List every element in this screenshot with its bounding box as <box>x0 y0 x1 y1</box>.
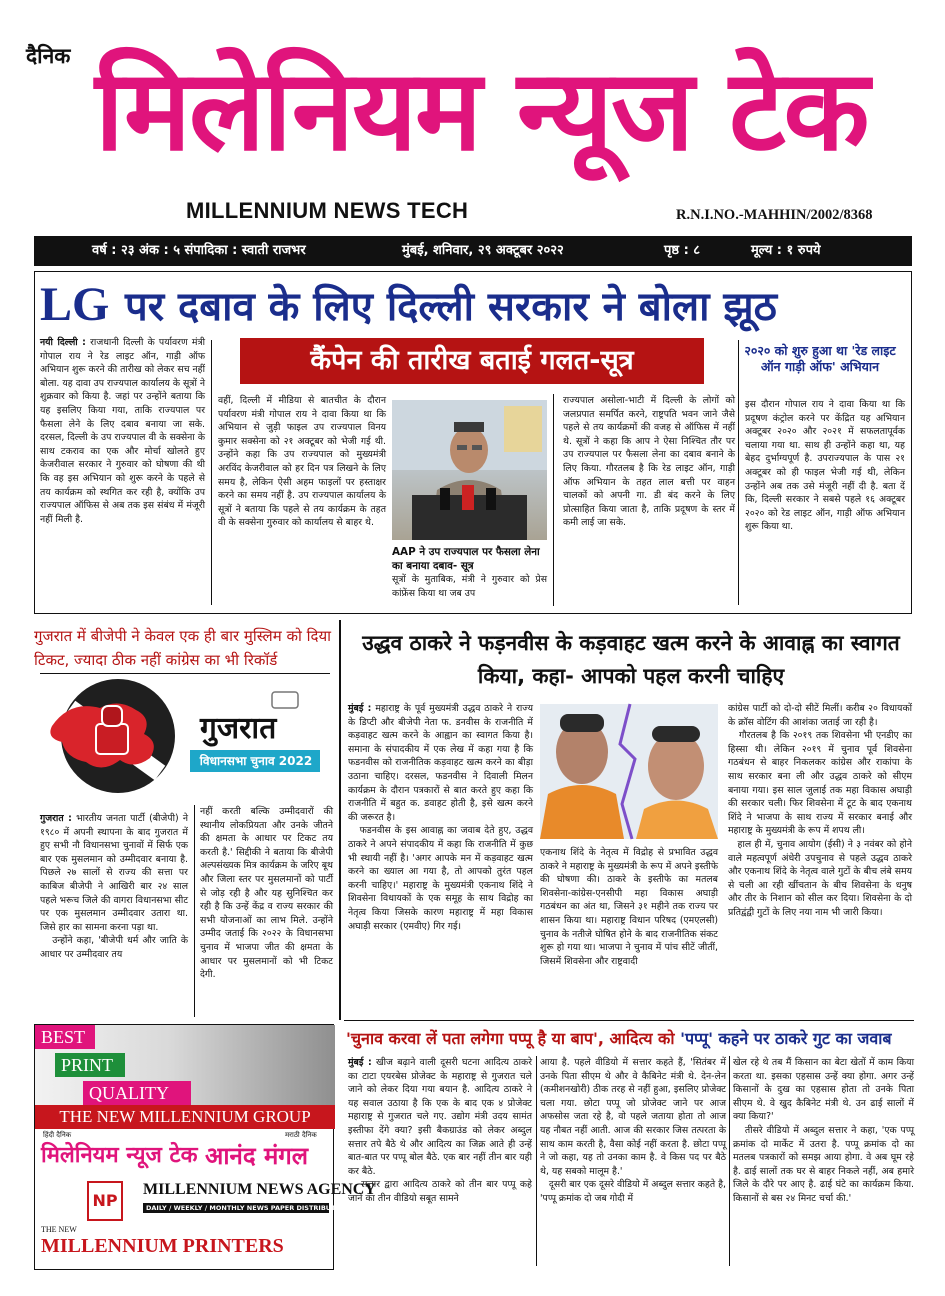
uddhav-column-3-text: कांग्रेस पार्टी को दो-दो सीटें मिलीं। करीब २० विधायकों के क्रॉस वोटिंग की आशंका जताई जा रही है। <box>728 703 912 728</box>
masthead-daily-label: दैनिक <box>26 44 71 68</box>
masthead-title-english: MILLENNIUM NEWS TECH <box>186 198 469 223</box>
uddhav-column-1-text: महाराष्ट्र के पूर्व मुख्यमंत्री उद्धव ठाकरे ने राज्य के डिप्टी और बीजेपी नेता फ. डनवीस के राजनीति में कड़वाहट खत्म करने के आह्वान का स्वागत किया है। समाना के संपादकीय में एक लेख में कहा गया है कि फडनवीस को राजनीतिक कड़वाहट खत्म करने का बीड़ा उठाना चाहिए। दरसल, फडनवीस ने दिवाली मिलन कार्यक्रम के दौरान पत्रकारों से बात करते हुए कहा कि राजनीति में बहुत क. डवाहट होती है, इसे खत्म करने की जरूरत है। <box>348 703 533 823</box>
aaditya-headline <box>346 1026 914 1052</box>
gujarat-headline: गुजरात में बीजेपी ने केवल एक ही बार मुस्लिम को दिया टिकट, ज्यादा ठीक नहीं कांग्रेस का भी रिकॉर्ड <box>34 627 332 669</box>
aaditya-column-1-continued: सत्तार द्वारा आदित्य ठाकरे को तीन बार पप्पू कहे जाने का तीन वीडियो सबूत सामने <box>348 1179 532 1204</box>
lead-dateline-place: नयी दिल्ली : <box>40 337 86 348</box>
kejriwal-press-photo <box>392 400 547 540</box>
uddhav-fadnavis-photo <box>540 704 718 839</box>
sidebar-headline: २०२० को शुरु हुआ था 'रेड लाइट ऑन गाड़ी ऑफ' अभियान <box>744 343 896 374</box>
uddhav-column-3-continued: गौरतलब है कि २०१९ तक शिवसेना भी एनडीए का हिस्सा थी। लेकिन २०१९ में चुनाव पूर्व शिवसेना गठबंधन से बाहर निकलकर कांग्रेस और राकांपा के साथ सरकार बना ली और उद्धव ठाकरे को सीएम बनाया गया। इस साल जुलाई तक महा विकास अघाड़ी की सरकार चली। फिर शिवसेना में टूट के बाद एकनाथ शिंदे ने भाजपा के साथ राज्य में सरकार बनाई और महाराष्ट्र के मुख्यमंत्री के रूप में शपथ ली। <box>728 730 912 837</box>
uddhav-headline: उद्धव ठाकरे ने फड़नवीस के कड़वाहट खत्म करने के आवाह्न का स्वागत किया, कहा- आपको पहल करनी चाहिए <box>362 631 900 688</box>
gujarat-dateline-place: गुजरात : <box>40 813 72 824</box>
uddhav-column-1 <box>348 702 533 1017</box>
ad-marathi-daily-label: मराठी दैनिक <box>285 1131 317 1139</box>
ad-best-label: BEST <box>35 1025 95 1049</box>
lead-column-2: वहीं, दिल्ली में मीडिया से बातचीत के दौरान पर्यावरण मंत्री गोपाल राय ने दावा किया था कि अभियान से जुड़ी फाइल उप राज्यपाल विनय कुमार सक्सेना को २१ अक्टूबर को भेजी गई थी. उन्होंने कहा कि उप राज्यपाल को मुख्यमंत्री अरविंद केजरीवाल को हर दिन पत्र लिखने के लिए समय है, लेकिन ऐसी अहम फाइलों पर हस्ताक्षर करने का समय नहीं है. उप राज्यपाल कार्यालय के सूत्रों ने बताया कि पहले से तय कार्यक्रम के तहत वी के सक्सेना गुरुवार को कार्यालय से बाहर थे. <box>218 395 386 529</box>
column-rule <box>536 1056 537 1266</box>
leaders-image <box>540 704 718 839</box>
lead-headline-prefix: LG <box>40 278 110 331</box>
photo-caption: AAP ने उप राज्यपाल पर फैसला लेना का बनाया दबाव- सूत्र <box>392 546 540 572</box>
volume-editor: वर्ष : २३ अंक : ५ संपादिका : स्वाती राजभर <box>92 243 306 258</box>
gujarat-column-1-text: भारतीय जनता पार्टी (बीजेपी) ने १९८० में अपनी स्थापना के बाद गुजरात में हुए सभी नौ विधानसभा चुनावों में सिर्फ एक बार एक मुसलमान को उम्मीदवार बनाया है. पिछले २७ सालों से राज्य की सत्ता पर काबिज बीजेपी ने आखिरी बार २४ साल पहले भरूच जिले की वागरा विधानसभा सीट पर एक मुसलमान उम्मीदवार उतारा था. जिसे हार का सामना करना पड़ा था. <box>40 813 188 933</box>
ad-hindi-daily-label: हिंदी दैनिक <box>43 1131 72 1139</box>
lead-headline <box>40 278 906 334</box>
ad-quality-label: QUALITY <box>83 1081 191 1105</box>
gujarat-column-1-continued: उन्होंने कहा, 'बीजेपी धर्म और जाति के आधार पर उम्मीदवार तय <box>40 935 189 960</box>
ad-group-name: THE NEW MILLENNIUM GROUP <box>35 1105 335 1129</box>
aaditya-column-2 <box>540 1056 726 1270</box>
gujarat-election-banner <box>40 678 330 795</box>
gujarat-map-graphic <box>40 678 330 795</box>
price: मूल्य : १ रुपये <box>751 243 821 258</box>
page-count: पृष्ठ : ८ <box>664 243 701 258</box>
uddhav-column-1-continued: फडनवीस के इस आवाह्न का जवाब देते हुए, उद्धव ठाकरे ने अपने संपादकीय में कहा कि राजनीति में कुछ भी स्थायी नहीं है। 'अगर आपके मन में कड़वाहट खत्म करने का ख्याल आ गया है, तो आपको तुरंत पहल करनी चाहिए।' महाराष्ट्र के मुख्यमंत्री एकनाथ शिंदे ने शिवसेना विधायकों के एक समूह के साथ विद्रोह का नेतृत्व किया जिसके कारण महाराष्ट्र में महा विकास अघाड़ी सरकार (एमवीए) गिर गई। <box>348 825 533 932</box>
aaditya-column-1-text: खीज बढ़ाने वाली दूसरी घटना आदित्य ठाकरे का टाटा एयरबेस प्रोजेक्ट के महाराष्ट्र से गुजरात चले जाने को लेकर दिया गया बयान है. आदित्य ठाकरे ने यह सवाल उठाया है कि एक के बाद एक ४ प्रोजेक्ट महाराष्ट्र से गुजरात चले गए. उद्योग मंत्री उदय सामंत इस्तीफा देंगे क्या? इसी बैकग्राउंड को लेकर अब्दुल सत्तार तपे बैठे थे और आदित्य का जिक्र आते ही उन्हें बात-बात पर पप्पू बोल बैठे. एक बार नहीं तीन बार यही कर बैठे. <box>348 1057 533 1177</box>
ad-printers-name: MILLENNIUM PRINTERS <box>41 1235 284 1257</box>
ad-paper-2: आनंद मंगल <box>205 1142 309 1170</box>
dateline: मुंबई, शनिवार, २९ अक्टूबर २०२२ <box>402 243 564 258</box>
lead-column-1-text: राजधानी दिल्ली के पर्यावरण मंत्री गोपाल राय ने रेड लाइट ऑन, गाड़ी ऑफ अभियान शुरू करने की तारीख को लेकर सच नहीं बोला. यह दावा उप राज्यपाल कार्यालय के सूत्रों ने शुक्रवार को किया है. जहां पर उन्होंने बताया कि यह इसलिए किया गया, ताकि राज्यपाल पर फैसला लेने के लिए दबाव बनाया जा सके. दरसल, दिल्ली के उप राज्यपाल वी के सक्सेना के साथ टकराव का एक और मोर्चा खोलते हुए केजरीवाल सरकार ने गुरुवार को घोषणा की थी कि वह इस अभियान को शुरू करने के पहले से तय कार्यक्रम को स्थगित कर रही है, क्योंकि उप राज्यपाल ऑफिस से अब तक इस संबंध में मंजूरी नहीं मिली है. <box>40 337 205 525</box>
section-rule <box>40 673 330 674</box>
aaditya-column-1 <box>348 1056 532 1270</box>
column-rule <box>553 394 554 606</box>
section-rule <box>344 1020 914 1021</box>
press-conference-image <box>392 400 547 540</box>
ad-agency-subtitle: DAILY / WEEKLY / MONTHLY NEWS PAPER DISTRIBUTOR <box>143 1203 329 1213</box>
column-rule <box>729 1056 730 1266</box>
aaditya-headline-part-2: 'पप्पू' कहने पर ठाकरे गुट का जवाब <box>680 1029 892 1048</box>
aaditya-column-3 <box>733 1056 914 1270</box>
aaditya-column-3-text: खेल रहे थे तब मैं किसान का बेटा खेतों में काम किया करता था. इसका एहसास उन्हें क्या होगा. अगर उन्हें किसानों के दुख का एहसास होता तो उनके पिता सीएम थे. वे खुद कैबिनेट मंत्री थे. उन ढाई सालों में क्या किया?' <box>733 1057 914 1123</box>
banner-title: गुजरात <box>200 711 277 746</box>
lead-column-1 <box>40 336 205 608</box>
lead-column-3: सूत्रों के मुताबिक, मंत्री ने गुरुवार को प्रेस कांफ्रेंस किया था जब उप <box>392 574 547 599</box>
uddhav-column-3 <box>728 702 912 1017</box>
masthead-title-hindi: मिलेनियम न्यूज टेक <box>95 46 868 176</box>
ad-agency-name: MILLENNIUM NEWS AGENCY <box>143 1181 376 1198</box>
uddhav-column-3-final: हाल ही में, चुनाव आयोग (ईसी) ने ३ नवंबर को होने वाले महत्वपूर्ण अंधेरी उपचुनाव से पहले उद्धव ठाकरे और एकनाथ शिंदे के नेतृत्व वाले गुटों के बीच लंबे समय से चली आ रही खींचतान के बीच शिवसेना के धनुष और तीर के निशान को सील कर दिया। शिवसेना के दो प्रतिद्वंद्वी गुटों के लिए नया नाम भी जारी किया। <box>728 838 913 918</box>
aaditya-headline-part-1: 'चुनाव करवा लें पता लगेगा पप्पू है या बाप', आदित्य को <box>346 1029 675 1048</box>
ad-print-label: PRINT <box>55 1053 125 1077</box>
aaditya-column-2-text: आया है. पहले वीडियो में सत्तार कहते हैं, 'सितंबर में उनके पिता सीएम थे और वे कैबिनेट मंत्री थे. देन-लेन (कमीशनखोरी) ठीक तरह से नहीं हुआ, इसलिए प्रोजेक्ट चला गया. छोटा पप्पू जो प्रोजेक्ट जाने पर आज अफसोस जता रहे है, वो पहले जताया होता तो आज यह नौबत नहीं आती. आज की सरकार जिस तत्परता के साथ काम करती है, वैसा कोई नहीं करता है. छोटा पप्पू ने जो कहा, यह तो उनका काम है. वे किस पद पर बैठे थे, यह सबको मालूम है.' <box>540 1057 726 1177</box>
uddhav-dateline-place: मुंबई : <box>348 703 372 714</box>
column-rule <box>194 805 195 1017</box>
gujarat-column-2: नहीं करती बल्कि उम्मीदवारों की स्थानीय लोकप्रियता और उनके जीतने की क्षमता के आधार पर टिकट तय करती है.' सिद्दीकी ने बताया कि बीजेपी अल्पसंख्यक मित्र कार्यक्रम के जरिए बूथ और जिला स्तर पर मुसलमानों को पार्टी से जोड़ रही है और यह सुनिश्चित कर रही है कि उन्हें केंद्र व राज्य सरकार की सभी योजनाओं का लाभ मिले. उन्होंने उम्मीद जताई कि २०२२ के विधानसभा चुनाव में भाजपा जीत की क्षमता के आधार पर मुसलमानों को भी टिकट देगी. <box>200 806 333 981</box>
aaditya-dateline-place: मुंबई : <box>348 1057 372 1068</box>
ad-paper-1: मिलेनियम न्यूज टेक <box>41 1143 198 1168</box>
banner-subtitle: विधानसभा चुनाव 2022 <box>199 754 313 768</box>
lead-headline-text: पर दबाव के लिए दिल्ली सरकार ने बोला झूठ <box>125 284 777 330</box>
aaditya-column-2-continued: दूसरी बार एक दूसरे वीडियो में अब्दुल सत्तार कहते है, 'पप्पू क्रमांक दो जब गोदी में <box>540 1179 726 1204</box>
info-bar <box>34 236 912 266</box>
sidebar-column: इस दौरान गोपाल राय ने दावा किया था कि प्रदूषण कंट्रोल करने पर केंद्रित यह अभियान अक्टूबर २०२० और २०२१ में सफलतापूर्वक चलाया गया था. साथ ही उन्होंने कहा था, यह बेहद दुर्भाग्यपूर्ण है. उपराज्यपाल के पास २१ अक्टूबर को ही फाइल भेजी गई थी, लेकिन उन्होंने अब तक उसे मंजूरी नहीं दी है. बता दें कि, दिल्ली सरकार ने सबसे पहले १६ अक्टूबर २०२० को रेड लाइट ऑन, गाड़ी ऑफ अभियान शुरू किया था. <box>745 399 905 533</box>
gujarat-column-1 <box>40 812 188 1017</box>
column-rule <box>211 340 212 605</box>
np-logo-icon: NP <box>87 1181 123 1221</box>
lead-column-4: राज्यपाल असोला-भाटी में दिल्ली के लोगों को जलप्रपात समर्पित करने, राष्ट्रपति भवन जाने जैसे पहले से तय कार्यक्रमों की वजह से ऑफिस में नहीं थे. सूत्रों ने कहा कि आप ने ऐसा निश्चित तौर पर उप राज्यपाल पर फैसला लेना का दबाव बनाने के लिए किया. गौरतलब है कि रेड लाइट ऑन, गाड़ी ऑफ अभियान के तहत लाल बत्ती पर वाहन चालकों को अपनी गा. डी बंद करने के लिए प्रोत्साहित किया जाता है, ताकि प्रदूषण के स्तर में कमी लाई जा सके. <box>563 395 735 529</box>
ad-the-new-label: THE NEW <box>41 1225 77 1234</box>
rni-number: R.N.I.NO.-MAHHIN/2002/8368 <box>676 207 873 223</box>
uddhav-column-2: एकनाथ शिंदे के नेतृत्व में विद्रोह से प्रभावित उद्धव ठाकरे ने महाराष्ट्र के मुख्यमंत्री के रूप में अपने इस्तीफे की घोषणा की। ठाकरे के इस्तीफे का मतलब शिवसेना-कांग्रेस-एनसीपी महा विकास अघाड़ी गठबंधन का अंत था, जिसने ३१ महीने तक राज्य पर शासन किया था। महाराष्ट्र विधान परिषद (एमएलसी) चुनाव के नतीजे घोषित होने के बाद राजनीतिक संकट शुरू हो गया था। भाजपा ने चुनाव में पांच सीटें जीतीं, जिसमें शिवसेना और राष्ट्रवादी <box>540 847 718 967</box>
section-divider <box>339 620 341 1020</box>
lead-subheadline: कैंपेन की तारीख बताई गलत-सूत्र <box>240 338 704 384</box>
aaditya-column-3-continued: तीसरे वीडियो में अब्दुल सत्तार ने कहा, 'एक पप्पू क्रमांक दो मार्केट में उतरा है. पप्पू क्रमांक दो का मतलब पत्रकारों को समझ आया होगा. वे अब घूम रहे है. ढाई सालों तक घर से बाहर निकले नहीं, अब हमारे जिले के दौरे पर आए है. ढाई घंटे का कार्यक्रम किया. किसानों से बस २४ मिनट चर्चा की.' <box>733 1124 914 1204</box>
column-rule <box>738 340 739 605</box>
